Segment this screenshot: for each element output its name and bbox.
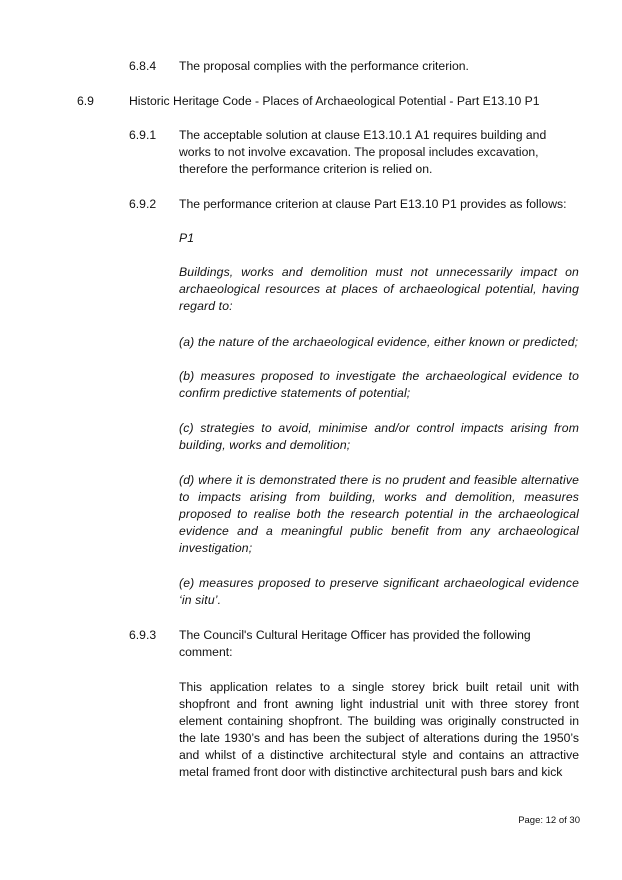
section-text-6-9-1: The acceptable solution at clause E13.10.1 A1 requires building and works to not involve excavation. The proposal includes excavation, therefore the performance criterion is relied on.: [179, 128, 547, 176]
section-number-6-9: 6.9: [77, 94, 94, 108]
quote-item-b: (b) measures proposed to investigate the archaeological evidence to confirm predictive statements of potential;: [179, 369, 579, 400]
section-number-6-9-2: 6.9.2: [129, 197, 157, 211]
section-number-6-9-3: 6.9.3: [129, 628, 157, 642]
quote-item-d: (d) where it is demonstrated there is no prudent and feasible alternative to impacts arising from building, works and demolition, measures proposed to realise both the research potential in the archaeological evidence and a meaningful public benefit from any archaeological investigation;: [179, 473, 579, 555]
quote-intro: Buildings, works and demolition must not unnecessarily impact on archaeological resources at places of archaeological potential, having regard to:: [179, 265, 579, 313]
section-text-6-9-2: The performance criterion at clause Part E13.10 P1 provides as follows:: [179, 197, 567, 211]
quote-item-a: (a) the nature of the archaeological evidence, either known or predicted;: [179, 335, 579, 349]
section-number-6-9-1: 6.9.1: [129, 128, 157, 142]
section-heading-6-9: Historic Heritage Code - Places of Archaeological Potential - Part E13.10 P1: [129, 94, 540, 108]
section-number-6-8-4: 6.8.4: [129, 59, 157, 73]
page-number: Page: 12 of 30: [518, 815, 580, 826]
section-text-6-8-4: The proposal complies with the performance criterion.: [179, 59, 469, 73]
quote-item-e: (e) measures proposed to preserve significant archaeological evidence ‘in situ’.: [179, 576, 579, 607]
heritage-officer-comment: This application relates to a single storey brick built retail unit with shopfront and front awning light industrial unit with three storey front element containing shopfront. The building was originally constructed in the late 1930’s and has been the subject of alterations during the 1950’s and whilst of a distinctive architectural style and contains an attractive metal framed front door with distinctive architectural push bars and kick: [179, 680, 579, 779]
section-text-6-9-3: The Council's Cultural Heritage Officer has provided the following comment:: [179, 628, 531, 659]
quote-label: P1: [179, 231, 195, 245]
quote-item-c: (c) strategies to avoid, minimise and/or control impacts arising from building, works and demolition;: [179, 421, 579, 452]
